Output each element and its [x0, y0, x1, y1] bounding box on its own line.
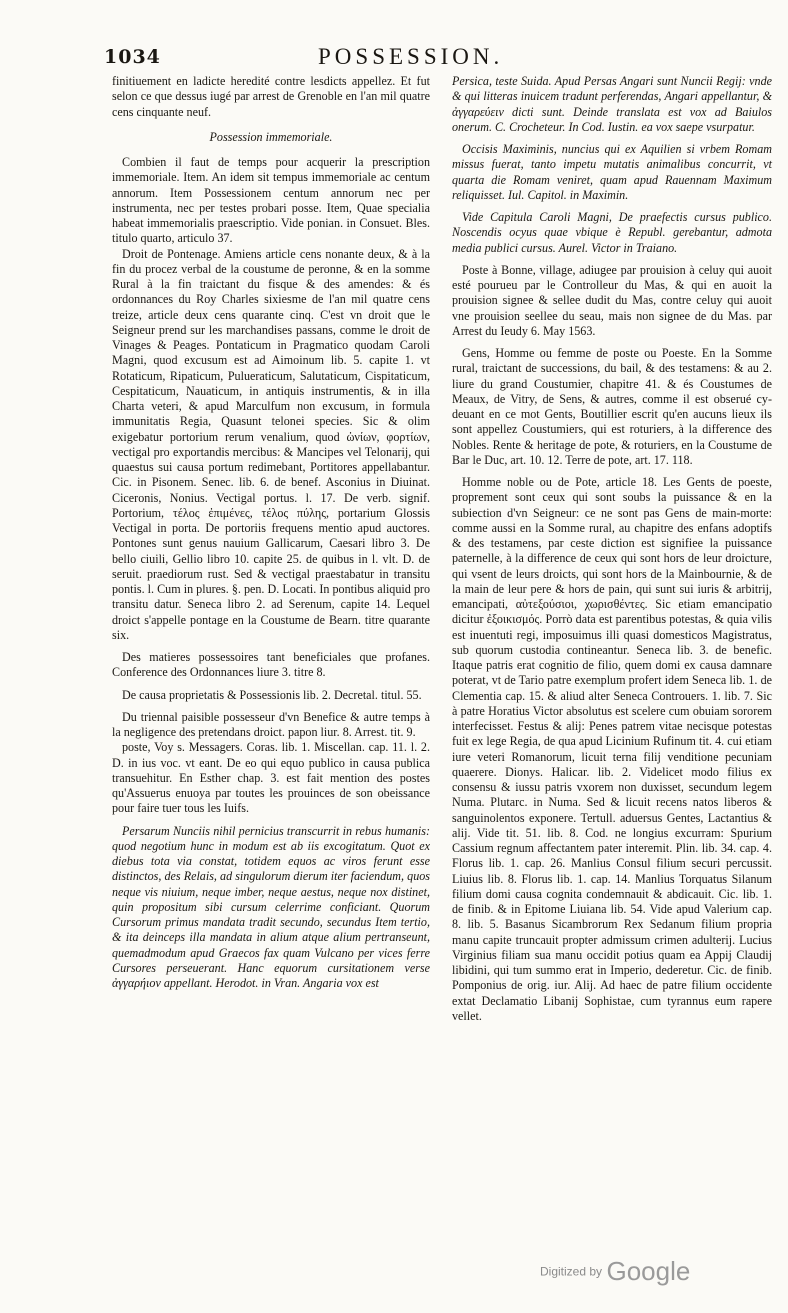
right-column	[452, 74, 772, 1024]
text-block: Poste à Bonne, village, adiugee par prouision à celuy qui auoit esté pourueu par le Controlleur du Mas, & qui en auoit la prouision signee & sellee dudit du Mas, contre celuy qui auoit vne prouision seellee du seau, mais non signee de du Mas. par Arrest du Ieudy 6. May 1563.	[452, 262, 772, 338]
section-heading: Possession immemoriale.	[209, 129, 333, 144]
left-column	[112, 74, 430, 991]
text-block: De causa proprietatis & Possessionis lib. 2. Decretal. titul. 55.	[122, 687, 422, 702]
text-block: Persica, teste Suida. Apud Persas Angari sunt Nuncii Regij: vnde & qui litteras inuicem tradunt perferendas, Angari appellantur, & ἀγγαρεύειν dicti sunt. Deinde translata est vox ad Baiulos onerum. C. Crocheteur. In Cod. Iustin. ea vox saepe vsurpatur.	[452, 74, 772, 134]
text-block: Gens, Homme ou femme de poste ou Poeste. En la Somme rural, traictant de successions, du bail, & des testamens: & au 2. liure du grand Coustumier, chapitre 41. & és Coustumes de Meaux, de Vitry, de Sens, & autres, comme il est obserué cy-deuant en ce mot Gents, Boutillier escrit qu'en aucuns lieux ils sont appellez Coustumiers, qui est roturiers, à la difference des Nobles. Rente & heritage de pote, & roturiers, en la Coustume de Bar le Duc, art. 10. 12. Terre de pote, art. 17. 118.	[452, 346, 772, 467]
text-block: Combien il faut de temps pour acquerir la prescription immemoriale. Item. An idem sit tempus immemoriale ac centum annorum. Item Possessionem centum annorum nec per instrumenta, nec per testes probari posse. Item, Quae specialia habeat immemorialis praescriptio. Vide ponian. in Consuet. Bles. titulo quarto, articulo 37.	[112, 155, 430, 246]
text-block: Droit de Pontenage. Amiens article cens nonante deux, & à la fin du procez verbal de la coustume de peronne, & en la somme Rural à la fin traictant du fisque & des amendes: & és ordonnances du Roy Charles sixiesme de l'an mil quatre cens treize, article deux cens quarante cinq. C'est vn droit que le Seigneur prend sur les marchandises passans, comme le droit de Vinages & Peages. Pontaticum in Pragmatico quodam Caroli Magni, quod excusum est ad Aimoinum lib. 5. capite 1. vt Rotaticum, Ripaticum, Pulueraticum, Salutaticum, Cispitaticum, Cespitaticum, Nauaticum, in antiquis instrumentis, & in illa Charta veteri, & apud Marculfum non excusum, in formula immunitatis Regia, Quasunt telonei species. Sic & olim exigebatur portorium rerum venalium, quod ὠνίων, φορτίων, vectigal pro exportandis mercibus: & Mancipes vel Telonarij, qui quaestus sui causa portum redimebant, Portitores appellabantur. Cic. in Pisonem. Senec. lib. 6. de benef. Asconius in Diuinat. Ciceronis, Nonius. Vectigal portus. l. 17. De verb. signif. Portorium, τέλος ἐπιμένες, τέλος πύλης, portarium Glossis Vectigal in porta. De portoriis frequens mentio apud auctores. Pontones sunt genus nauium Gallicarum, Caesari libro 3. De bello ciuili, Gellio libro 10. capite 25. de quibus in l. vlt. D. de seruit. praediorum rust. Sed & vectigal praestabatur in transitu pontis. l. Cum in plures. §. pen. D. Locati. In pontibus aliquid pro transitu datur. Seneca libro 2. ad Serenum, capite 14. Lequel droict s'appelle pontage en la Coustume de Bearn. titre quarante six.	[112, 246, 430, 642]
digitized-by-label: Digitized by	[540, 1264, 603, 1279]
text-block: finitiuement en ladicte heredité contre lesdicts appellez. Et fut selon ce que dessus iugé par arrest de Grenoble en l'an mil quatre cens cinquante neuf.	[112, 74, 430, 119]
google-logo: Google	[606, 1256, 691, 1286]
text-block: Homme noble ou de Pote, article 18. Les Gents de poeste, proprement sont ceux qui sont soubs la puissance & en la subiection d'vn Seigneur: ce ne sont pas Gens de main-morte: comme aussi en la Somme rural, au chapitre des enfans adoptifs & des testamens, par ceste diction est signifiee la puissance paternelle, à la difference de ceux qui sont hors de leur droicture, qui vsent de leurs droicts, qui sont hors de la Mainbournie, & de la main de leur pere & hors de pain, qui sunt sui iuris & arbitrij, emancipati, αὐτεξούσιοι, χωρισθέντες. Sic etiam emancipatio dicitur ἐξοικισμός. Porrò data est parentibus potestas, & quia vilis est inuentuti regi, imposuimus illi quasi domesticos Magistratus, sub quorum custodia contineantur. Seneca lib. 3. de benefic. Itaque patris erat cognitio de filio, quem domi ex causa damnare poterat, vt de Tario patre exemplum profert idem Seneca lib. 1. de Clementia cap. 15. & aliud alter Seneca Controuers. 1. lib. 7. Sic à patre Horatius Victor absolutus est scelere cum obuiam sororem interfecisset. Festus & alij: Penes patrem vitae necisque potestas fuit ex lege Regia, de qua apud Licinium Rufinum tit. 4. cui etiam iure veteri Romanorum, licuit terna filij venditione pecuniam quaerere. Dionys. Halicar. lib. 2. Videlicet modo filius ex consensu & iussu patris vxorem non duxisset, secundum legem Numa. Plutarc. in Numa. Sed & licuit recens natos liberos & sanguinolentos exponere. Tertull. aduersus Gentes, Lactantius & alij. Vide tit. 51. lib. 8. Cod. ne longius excurram: Spurium Cassium regnum affectantem pater interemit. Plin. lib. 34. cap. 4. Florus lib. 1. cap. 26. Manlius Consul filium securi percussit. Liuius lib. 8. Florus lib. 1. cap. 14. Manlius Torquatus Silanum filium domi causa cognita condemnauit & abdicauit. Cic. lib. 1. de finib. & in Epitome Liuiana lib. 54. Vide apud Valerium cap. 8. lib. 5. Basanus Sicambrorum Rex Sedanum filium propria manu capite truncauit propter admissum crimen adulterij. Lucius Virginius filiam sua manu occidit potius quam ea Appij Claudij libidini, qui tum summo erat in Imperio, dederetur. Cic. de finib. Pomponius de orig. iur. Alij. Ad haec de patre filium occidente extat Declamatio Libanij Sophistae, cum tyrannus eum rapere vellet.	[452, 475, 772, 1023]
running-title: POSSESSION.	[318, 44, 504, 69]
text-block: poste, Voy s. Messagers. Coras. lib. 1. Miscellan. cap. 11. l. 2. D. in ius voc. vt eant. De eo qui equo publico in causa publica transuehitur. En Esther chap. 3. est fait mention des postes qu'Assuerus enuoya par toutes les prouinces de son obeissance pour faire tuer tous les Iuifs.	[112, 740, 430, 816]
page-number: 1034	[104, 46, 161, 68]
text-block: Des matieres possessoires tant beneficiales que profanes. Conference des Ordonnances liure 3. titre 8.	[112, 650, 430, 680]
text-block: Du triennal paisible possesseur d'vn Benefice & autre temps à la negligence des pretendans droict. papon liur. 8. Arrest. tit. 9.	[112, 709, 430, 739]
text-block: Vide Capitula Caroli Magni, De praefectis cursus publico. Noscendis ocyus quae vbique è Republ. gerebantur, admota media publici cursus. Aurel. Victor in Traiano.	[452, 210, 772, 255]
text-block: Occisis Maximinis, nuncius qui ex Aquilien si vrbem Romam missus fuerat, tanto impetu mutatis animalibus concurrit, vt quarta die Romam veniret, quam apud Rauennam Maximum reliquisset. Iul. Capitol. in Maximin.	[452, 142, 772, 202]
text-block: Persarum Nunciis nihil pernicius transcurrit in rebus humanis: quod negotium hunc in modum est ab iis excogitatum. Quot ex diebus tota via constat, totidem equos ac viros ferunt esse distinctos, des Relais, ad singulorum dierum iter faciendum, quos neque vis niuium, neque imber, neque aestus, neque nox distinet, quin propositum sibi cursum celerrime conficiant. Quorum Cursorum primus mandata tradit secundo, secundus Item tertio, & ita deinceps illa mandata in alium atque alium pertranseunt, quemadmodum apud Graecos fax quam Vulcano per vices ferre Cursores perseuerant. Hanc equorum cursitationem verse ἀγγαρήιον appellant. Herodot. in Vran. Angaria vox est	[112, 823, 430, 990]
digitized-by-google-watermark	[540, 1256, 690, 1287]
